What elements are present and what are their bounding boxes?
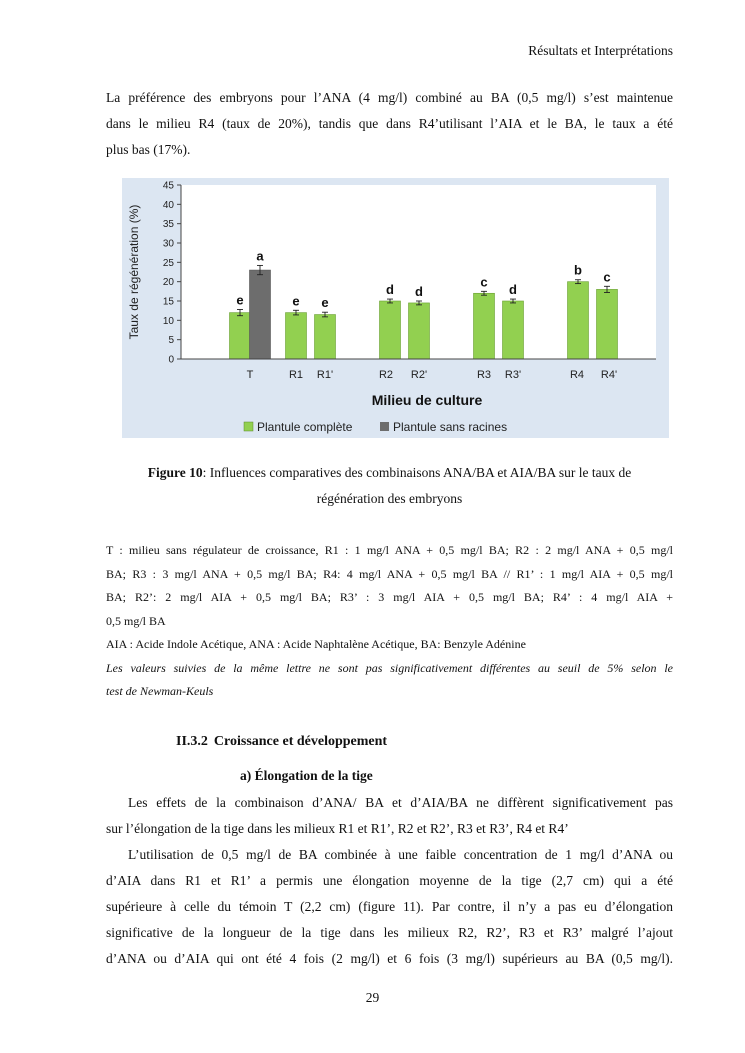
elongation-paragraph-1 bbox=[106, 790, 673, 842]
figure-10-chart bbox=[122, 178, 669, 438]
page-number: 29 bbox=[365, 990, 380, 1005]
y-tick-label: 35 bbox=[162, 219, 174, 231]
x-tick-label: T bbox=[246, 369, 254, 381]
significance-letter: d bbox=[415, 284, 423, 299]
intro-line: plus bas (17%). bbox=[106, 142, 191, 157]
y-tick-label: 15 bbox=[162, 296, 174, 308]
bar bbox=[474, 293, 495, 359]
body-line: d’AIA dans R1 et R1’ a permis une élongation moyenne de la tige (2,7 cm) qui a été bbox=[106, 873, 673, 888]
y-tick-label: 45 bbox=[162, 180, 174, 192]
body-line: d’ANA ou d’AIA qui ont été 4 fois (2 mg/l) et 6 fois (3 mg/l) supérieurs au BA (0,5 mg/l). bbox=[106, 951, 673, 966]
x-tick-label: R4' bbox=[600, 369, 618, 381]
x-tick-label: R1' bbox=[316, 369, 334, 381]
abbreviations-line: AIA : Acide Indole Acétique, ANA : Acide Naphtalène Acétique, BA: Benzyle Adénine bbox=[106, 637, 526, 651]
legend-swatch-sans-racines bbox=[380, 422, 389, 431]
caption-text: : Influences comparatives des combinaisons ANA/BA et AIA/BA sur le taux de bbox=[202, 465, 632, 480]
bar bbox=[503, 301, 524, 359]
x-tick-label: R4 bbox=[569, 369, 585, 381]
bar bbox=[568, 282, 589, 359]
note-line: BA; R2’: 2 mg/l AIA + 0,5 mg/l BA; R3’ : 3 mg/l AIA + 0,5 mg/l BA; R4’ : 4 mg/l AIA + bbox=[106, 590, 673, 604]
note-line: 0,5 mg/l BA bbox=[106, 613, 166, 628]
section-number: II.3.2 bbox=[176, 734, 208, 749]
significance-letter: c bbox=[603, 269, 611, 285]
y-tick-label: 30 bbox=[162, 238, 174, 250]
y-tick-label: 25 bbox=[162, 257, 174, 269]
legend-swatch-complete bbox=[244, 422, 253, 431]
body-line: supérieure à celle du témoin T (2,2 cm) (figure 11). Par contre, il n’y a pas eu d’élongation bbox=[106, 899, 673, 914]
legend-label-sans-racines: Plantule sans racines bbox=[393, 420, 508, 434]
figure-caption bbox=[106, 460, 673, 512]
significance-letter: b bbox=[574, 262, 582, 278]
bar bbox=[597, 289, 618, 359]
bar bbox=[286, 313, 307, 359]
x-tick-label: R3' bbox=[504, 369, 522, 381]
figure-notes bbox=[106, 539, 673, 704]
bar bbox=[315, 315, 336, 359]
y-tick-label: 5 bbox=[168, 335, 174, 347]
bar-chart-svg bbox=[122, 178, 669, 438]
note-line: BA; R3 : 3 mg/l ANA + 0,5 mg/l BA; R4: 4 mg/l ANA + 0,5 mg/l BA // R1’ : 1 mg/l AIA + 0,5 mg/l bbox=[106, 566, 673, 581]
legend-label-complete: Plantule complète bbox=[257, 420, 353, 434]
figure-label: Figure 10 bbox=[147, 465, 203, 480]
x-tick-label: R3 bbox=[476, 369, 492, 381]
x-tick-label: R1 bbox=[288, 369, 304, 381]
significance-letter: d bbox=[509, 282, 517, 298]
intro-line: La préférence des embryons pour l’ANA (4 mg/l) combiné au BA (0,5 mg/l) s’est maintenue bbox=[106, 90, 673, 105]
stats-note-line: Les valeurs suivies de la même lettre ne sont pas significativement différentes au seuil de 5% selon le bbox=[106, 660, 673, 675]
significance-letter: d bbox=[386, 282, 394, 298]
subsection-heading: a) Élongation de la tige bbox=[240, 768, 373, 783]
significance-letter: e bbox=[236, 292, 244, 308]
body-line: L’utilisation de 0,5 mg/l de BA combinée à une faible concentration de 1 mg/l d’ANA ou bbox=[128, 847, 673, 862]
section-title: Croissance et développement bbox=[213, 734, 388, 749]
body-line: Les effets de la combinaison d’ANA/ BA et d’AIA/BA ne diffèrent significativement pas bbox=[128, 795, 673, 810]
significance-letter: e bbox=[292, 293, 300, 309]
intro-line: dans le milieu R4 (taux de 20%), tandis que dans R4’utilisant l’AIA et le BA, le taux a été bbox=[106, 116, 673, 131]
note-line: T : milieu sans régulateur de croissance, R1 : 1 mg/l ANA + 0,5 mg/l BA; R2 : 2 mg/l ANA + 0,5 mg/l bbox=[106, 543, 673, 557]
elongation-paragraph-2 bbox=[106, 842, 673, 972]
body-line: significative de la longueur de la tige dans les milieux R2, R2’, R3 et R3’ malgré l’ajout bbox=[106, 925, 673, 940]
significance-letter: e bbox=[321, 295, 329, 311]
bar bbox=[409, 303, 430, 359]
y-tick-label: 20 bbox=[162, 277, 174, 289]
x-tick-label: R2' bbox=[410, 369, 428, 381]
x-axis-label: Milieu de culture bbox=[371, 392, 483, 408]
significance-letter: a bbox=[256, 248, 264, 264]
section-heading bbox=[176, 734, 387, 750]
running-header: Résultats et Interprétations bbox=[528, 43, 673, 58]
y-tick-label: 10 bbox=[162, 315, 174, 327]
bar bbox=[380, 301, 401, 359]
caption-text-line2: régénération des embryons bbox=[316, 491, 463, 506]
y-tick-label: 0 bbox=[168, 354, 174, 366]
bar bbox=[230, 313, 251, 359]
x-tick-label: R2 bbox=[378, 369, 394, 381]
intro-paragraph bbox=[106, 85, 673, 163]
significance-letter: c bbox=[480, 274, 488, 290]
body-line: sur l’élongation de la tige dans les milieux R1 et R1’, R2 et R2’, R3 et R3’, R4 et R4’ bbox=[106, 821, 569, 836]
y-tick-label: 40 bbox=[162, 199, 174, 211]
bar bbox=[250, 270, 271, 359]
y-axis-label: Taux de régénération (%) bbox=[127, 204, 141, 340]
stats-note-line: test de Newman-Keuls bbox=[106, 684, 214, 698]
